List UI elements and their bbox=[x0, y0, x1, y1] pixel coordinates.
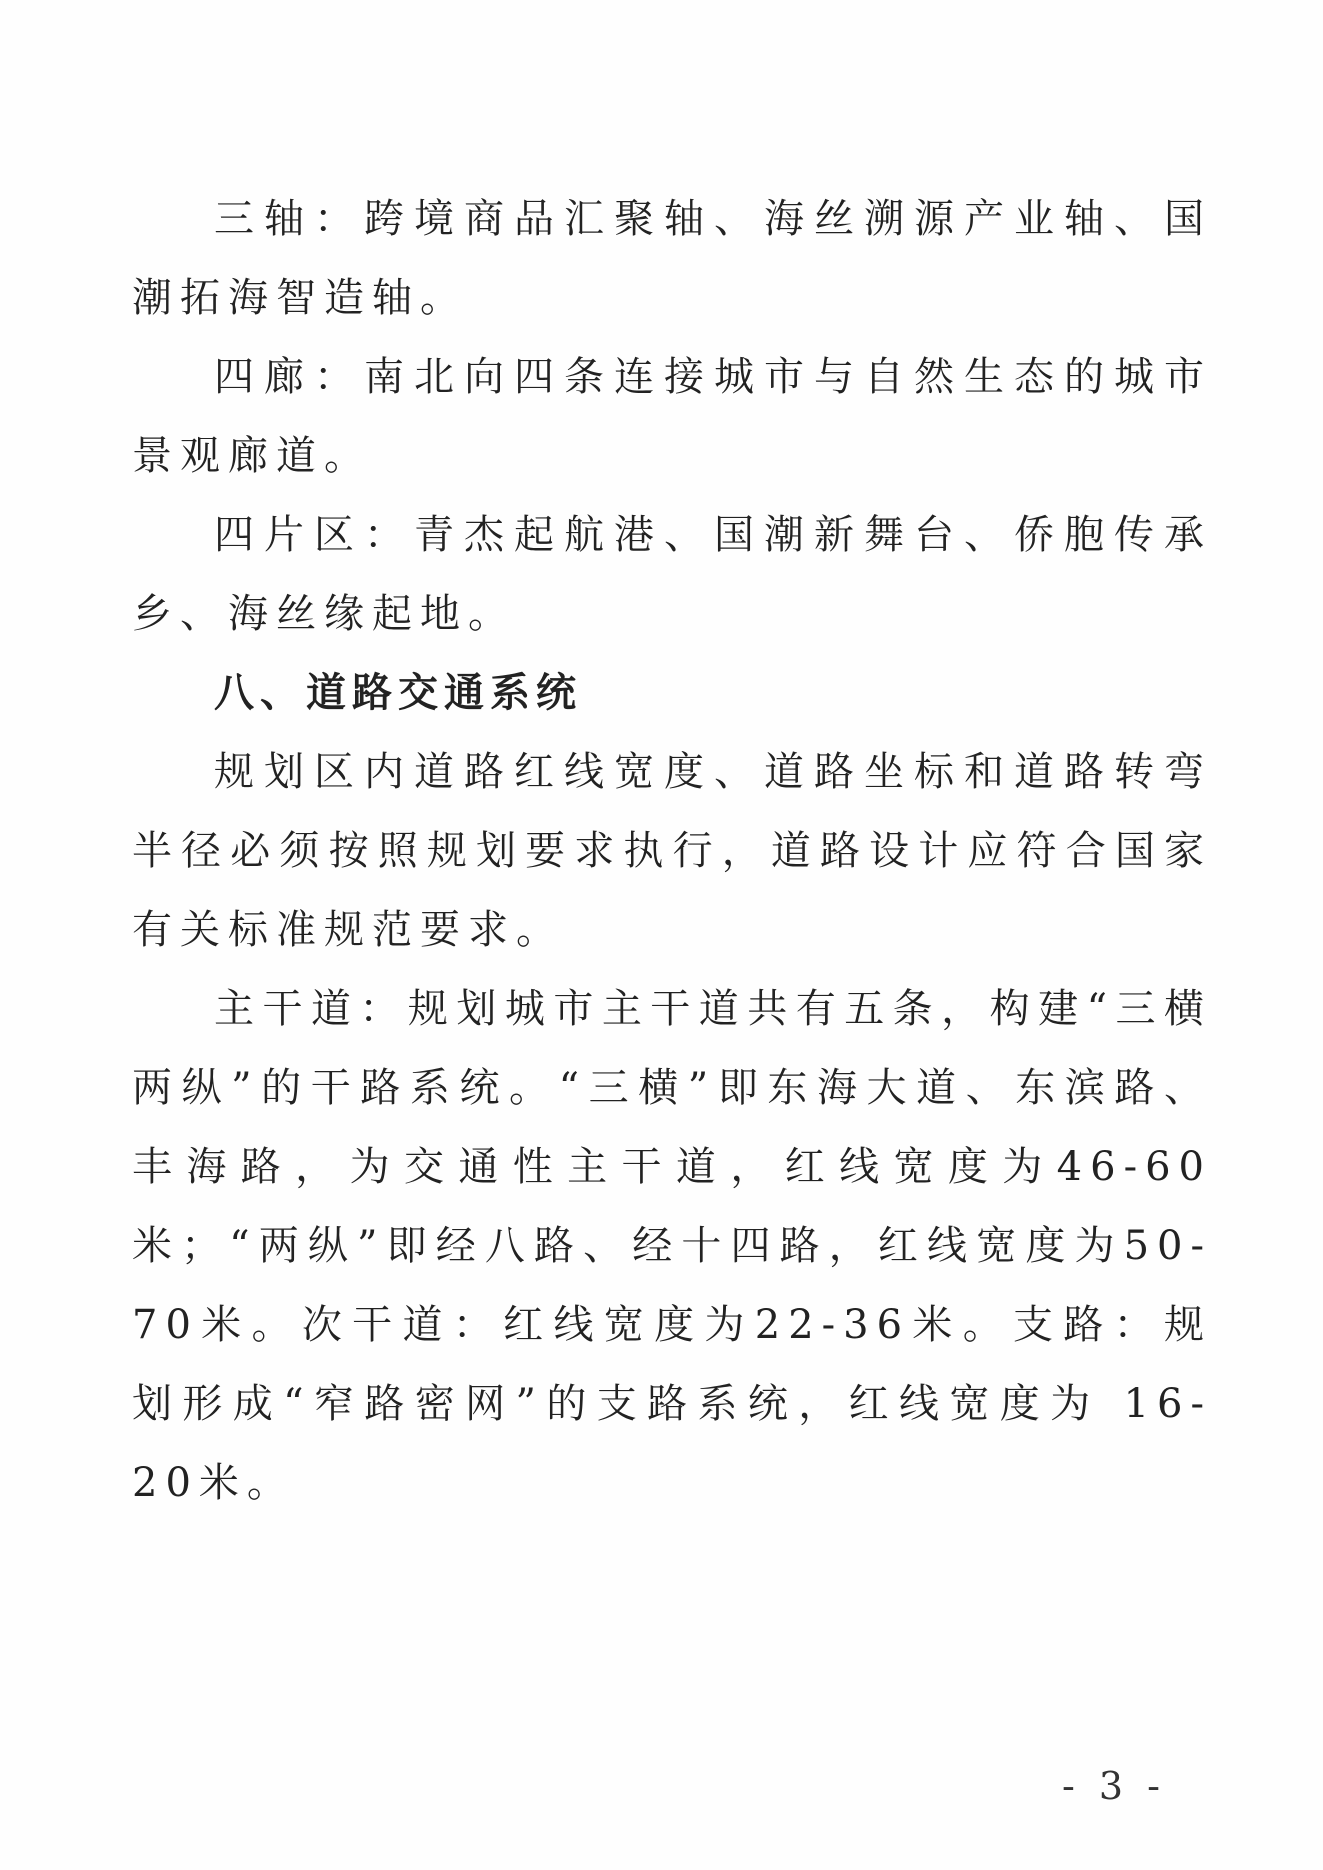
paragraph-road-classes: 主干道：规划城市主干道共有五条，构建“三横两纵”的干路系统。“三横”即东海大道、东滨路、丰海路，为交通性主干道，红线宽度为46-60米；“两纵”即经八路、经十四路，红线宽度为50-70米。次干道：红线宽度为22-36米。支路：规划形成“窄路密网”的支路系统，红线宽度为 16-20米。 bbox=[132, 986, 1212, 1506]
document-body bbox=[132, 180, 1212, 1523]
section-heading: 八、道路交通系统 bbox=[214, 670, 582, 716]
paragraph-four-corridors: 四廊：南北向四条连接城市与自然生态的城市景观廊道。 bbox=[132, 354, 1212, 479]
paragraph-three-axes: 三轴：跨境商品汇聚轴、海丝溯源产业轴、国潮拓海智造轴。 bbox=[132, 196, 1212, 321]
page-number: - 3 - bbox=[1062, 1764, 1167, 1808]
paragraph-road-requirements: 规划区内道路红线宽度、道路坐标和道路转弯半径必须按照规划要求执行，道路设计应符合国家有关标准规范要求。 bbox=[132, 749, 1212, 953]
paragraph-four-zones: 四片区：青杰起航港、国潮新舞台、侨胞传承乡、海丝缘起地。 bbox=[132, 512, 1212, 637]
